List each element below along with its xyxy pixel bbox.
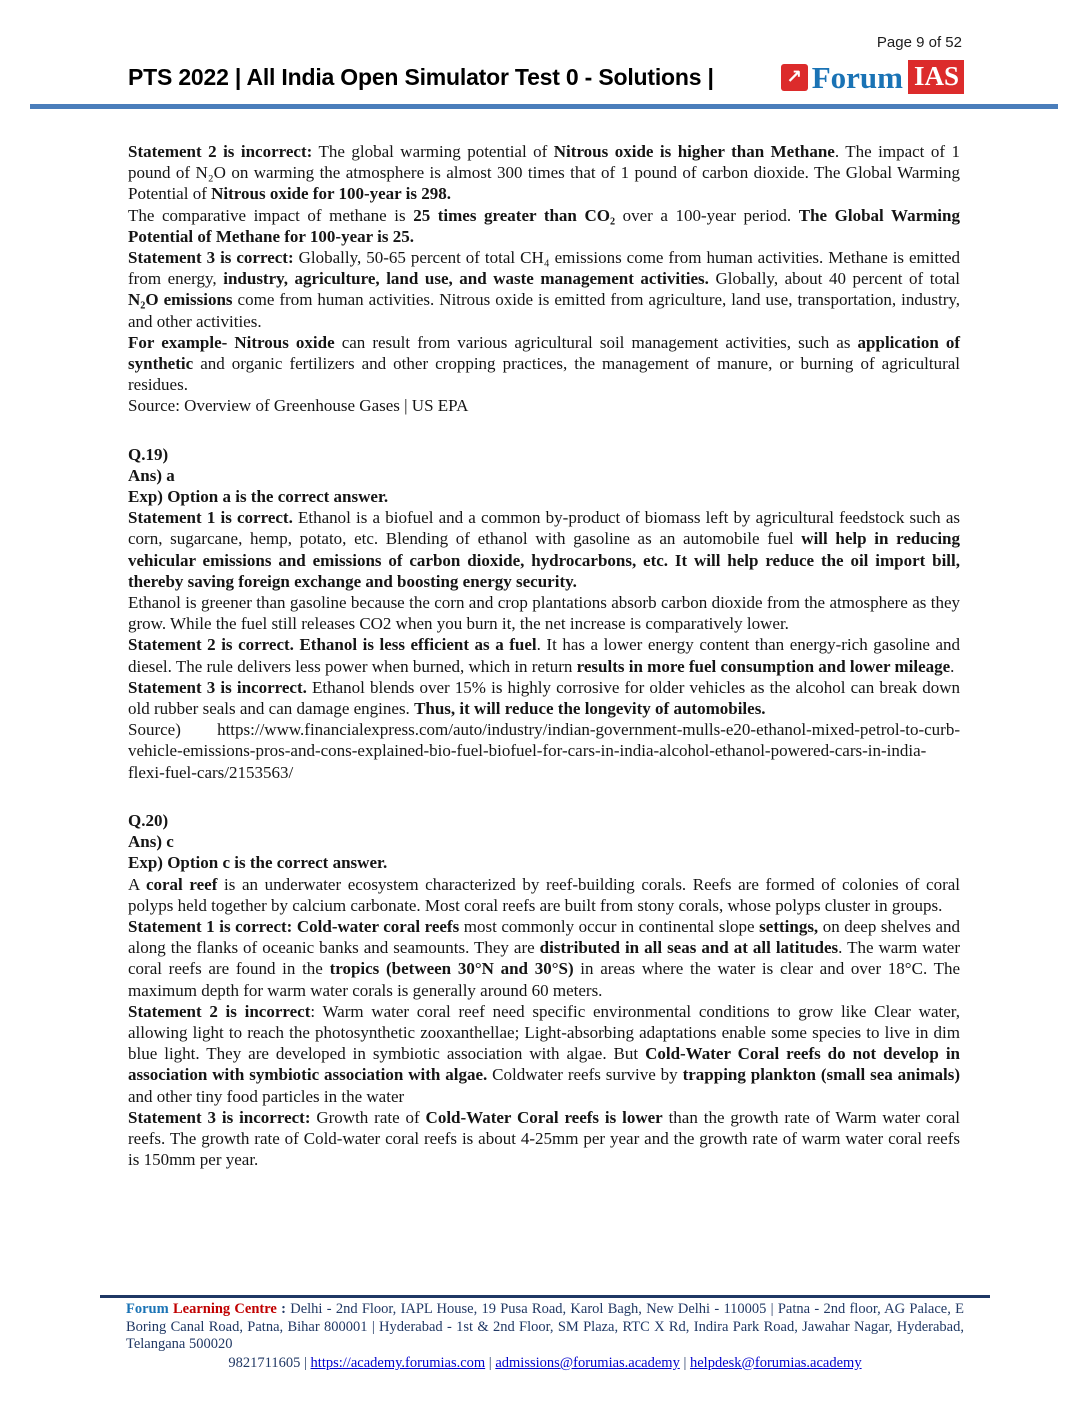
paragraph — [128, 874, 960, 916]
paragraph — [128, 831, 960, 852]
answer-section-q20 — [128, 810, 960, 1170]
text-run: and organic fertilizers and other cropping practices, the management of manure, or burning of agricultural residues. — [128, 354, 960, 395]
text-run: Ethanol is a biofuel and a common by-product of biomass left by agricultural feedstock such as corn, sugarcane, hemp, potato, etc. Blending of ethanol with gasoline as an automobile fuel — [128, 508, 960, 549]
text-run: Nitrous oxide for 100-year is 298. — [211, 184, 451, 204]
content — [128, 141, 960, 1170]
text-run: Statement 3 is incorrect: — [128, 1107, 311, 1127]
text-run: | — [679, 1354, 690, 1371]
text-run: Nitrous oxide is higher than Methane — [553, 142, 835, 161]
text-run: Ethanol is greener than gasoline because the corn and crop plantations absorb carbon dioxide from the atmosphere as they grow. While the fuel still releases CO2 when you burn it, the net increase is comparatively lower. — [128, 593, 960, 634]
text-run: Exp) Option c is the correct answer. — [128, 853, 388, 873]
paragraph — [128, 444, 960, 465]
text-run: trapping plankton (small sea animals) — [682, 1065, 961, 1085]
forumias-logo — [781, 60, 964, 94]
text-run: A — [128, 874, 146, 894]
text-run: over a 100-year period. — [615, 205, 799, 225]
text-run: in areas where the water is clear and over 18°C. The maximum depth for warm water corals is generally around 60 meters. — [128, 959, 961, 1000]
text-run: come from human activities. Nitrous oxide is emitted from agriculture, land use, transportation, industry, and other activities. — [128, 290, 960, 331]
text-run: Globally, 50-65 percent of total CH₄ emissions come from human activities. Methane is emitted from energy, — [128, 248, 960, 289]
text-run: Statement 2 is correct. Ethanol is less efficient as a fuel — [128, 635, 537, 655]
text-run: N₂O emissions — [128, 290, 233, 310]
answer-section-q18 — [128, 141, 960, 417]
text-run: Q.19) — [128, 444, 169, 464]
arrow-up-right-icon: ↗ — [781, 64, 808, 91]
text-run: Globally, about 40 percent of total — [708, 269, 960, 289]
text-run: Coldwater reefs survive by — [487, 1065, 683, 1085]
text-run: Source: Overview of Greenhouse Gases | US EPA — [128, 396, 469, 416]
paragraph — [128, 1107, 960, 1171]
text-run: Ans) c — [128, 832, 174, 852]
footer-link[interactable]: https://academy.forumias.com — [310, 1354, 486, 1371]
text-run: . — [950, 656, 955, 676]
paragraph — [128, 507, 960, 592]
logo-text-ias: IAS — [908, 60, 964, 94]
text-run: 9821711605 | — [228, 1354, 311, 1371]
text-run: . It has a lower energy content than energy-rich gasoline and diesel. The rule delivers less power when burned, which in return — [128, 635, 960, 676]
text-run: results in more fuel consumption and lower mileage — [576, 656, 951, 676]
text-run: Statement 1 is correct. — [128, 508, 293, 528]
paragraph — [128, 486, 960, 507]
text-run: . The impact of 1 pound of N₂O on warming the atmosphere is almost 300 times that of 1 pound of carbon dioxide. The Global Warming Potential of — [128, 142, 960, 204]
text-run: industry, agriculture, land use, and waste management activities. — [223, 269, 709, 289]
text-run: Q.20) — [128, 810, 169, 830]
text-run: will help in reducing vehicular emissions and emissions of carbon dioxide, hydrocarbons, etc. It will help reduce the oil import bill, thereby saving foreign exchange and boosting energy security. — [128, 529, 961, 591]
text-run: For example- Nitrous oxide — [128, 332, 335, 352]
logo-text-forum: Forum — [811, 59, 903, 95]
page-number: Page 9 of 52 — [876, 34, 962, 51]
text-run: Source) https://www.financialexpress.com/auto/industry/indian-government-mulls-e20-ethanol-mixed-petrol-to-curb-vehicle-emissions-pros-and-cons-explained-bio-fuel-biofuel-for-cars-in-india-alcohol-ethanol-powered-cars-in-india-flexi-fuel-cars/2153563/ — [128, 720, 960, 782]
text-run: Ans) a — [128, 465, 175, 485]
text-run: | — [485, 1354, 496, 1371]
text-run: Learning Centre — [168, 1301, 277, 1317]
text-run: can result from various agricultural soil management activities, such as — [334, 332, 858, 352]
text-run: Statement 2 is incorrect: — [128, 142, 313, 161]
footer-address-line — [100, 1301, 990, 1354]
paragraph — [128, 465, 960, 486]
paragraph — [128, 395, 960, 416]
paragraph — [128, 1001, 960, 1107]
footer-divider — [100, 1295, 990, 1298]
page-header — [128, 60, 964, 94]
text-run: Statement 2 is incorrect — [128, 1001, 311, 1021]
paragraph — [128, 852, 960, 873]
paragraph — [128, 634, 960, 676]
text-run: Statement 1 is correct: Cold-water coral reefs — [128, 916, 460, 936]
text-run: tropics (between 30°N and 30°S) — [329, 959, 574, 979]
footer-link[interactable]: admissions@forumias.academy — [495, 1354, 680, 1371]
text-run: : — [276, 1301, 286, 1317]
page-footer — [100, 1295, 990, 1372]
text-run: The Global Warming Potential of Methane for 100-year is 25. — [128, 205, 960, 246]
paragraph — [128, 141, 960, 205]
text-run: . The warm water coral reefs are found in the — [128, 938, 960, 979]
footer-link[interactable]: helpdesk@forumias.academy — [689, 1354, 862, 1371]
header-divider — [30, 104, 1058, 109]
text-run: settings, — [759, 916, 819, 936]
text-run: application of synthetic — [128, 332, 961, 374]
paragraph — [128, 247, 960, 332]
text-run: distributed in all seas and at all latitudes — [539, 938, 839, 958]
paragraph — [128, 592, 960, 634]
page-title: PTS 2022 | All India Open Simulator Test 0 - Solutions | — [128, 63, 714, 90]
paragraph — [128, 810, 960, 831]
text-run: and other tiny food particles in the water — [128, 1086, 405, 1106]
text-run: most commonly occur in continental slope — [459, 916, 760, 936]
text-run: than the growth rate of Warm water coral reefs. The growth rate of Cold-water coral reefs is about 4-25mm per year and the growth rate of warm water coral reefs is 150mm per year. — [128, 1107, 961, 1170]
text-run: Cold-Water Coral reefs is lower — [425, 1107, 663, 1127]
text-run: The comparative impact of methane is — [128, 205, 414, 225]
footer-contact-line — [100, 1355, 990, 1373]
text-run: Growth rate of — [310, 1107, 426, 1127]
text-run: Ethanol blends over 15% is highly corrosive for older vehicles as the alcohol can break down old rubber seals and can damage engines. — [128, 677, 960, 719]
text-run: is an underwater ecosystem characterized by reef-building corals. Reefs are formed of colonies of coral polyps held together by calcium carbonate. Most coral reefs are built from stony corals, whose polyps cluster in groups. — [128, 874, 961, 915]
text-run: Cold-Water Coral reefs do not develop in association with symbiotic association with algae. — [128, 1044, 960, 1085]
text-run: Statement 3 is incorrect. — [128, 677, 307, 697]
text-run: coral reef — [145, 874, 218, 894]
text-run: on deep shelves and along the flanks of oceanic banks and seamounts. They are — [128, 916, 961, 958]
answer-section-q19 — [128, 444, 960, 783]
paragraph — [128, 205, 960, 247]
text-run: Exp) Option a is the correct answer. — [128, 487, 389, 507]
text-run: 25 times greater than CO₂ — [413, 205, 616, 225]
text-run: Thus, it will reduce the longevity of automobiles. — [414, 699, 766, 719]
paragraph — [128, 677, 960, 719]
text-run: The global warming potential of — [312, 142, 554, 161]
text-run: Delhi - 2nd Floor, IAPL House, 19 Pusa Road, Karol Bagh, New Delhi - 110005 | Patna - 2nd floor, AG Palace, E Boring Canal Road, Patna, Bihar 800001 | Hyderabad - 1st & 2nd Floor, SM Plaza, RTC X Rd, Indira Park Road, Jawahar Nagar, Hyderabad, Telangana 500020 — [126, 1301, 964, 1353]
text-run: Statement 3 is correct: — [128, 248, 294, 268]
paragraph — [128, 719, 960, 783]
paragraph — [128, 916, 960, 1001]
paragraph — [128, 332, 960, 396]
text-run: Forum — [126, 1301, 169, 1317]
text-run: : Warm water coral reef need specific environmental conditions to grow like Clear water, allowing light to reach the photosynthetic zooxanthellae; Light-absorbing adaptations enable some species to live in dim blue light. They are developed in symbiotic association with algae. But — [128, 1001, 960, 1064]
